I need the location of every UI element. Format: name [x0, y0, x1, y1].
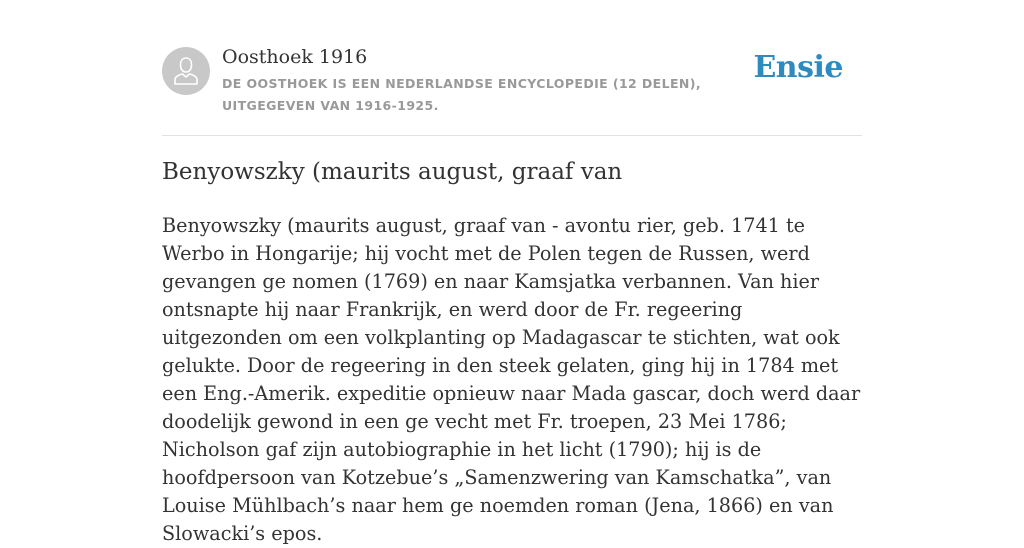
article-title: Benyowszky (maurits august, graaf van	[162, 159, 623, 185]
source-name[interactable]: Oosthoek 1916	[222, 46, 368, 68]
source-description: DE OOSTHOEK IS EEN NEDERLANDSE ENCYCLOPEDIE (12 DELEN), UITGEGEVEN VAN 1916-1925.	[222, 76, 702, 113]
source-header	[162, 44, 862, 136]
brand-logo-link[interactable]: Ensie	[753, 50, 843, 85]
article-body: Benyowszky (maurits august, graaf van - avontu rier, geb. 1741 te Werbo in Hongarije; hij vocht met de Polen tegen de Russen, werd gevangen ge nomen (1769) en naar Kamsjatka verbannen. Van hier ontsnapte hij naar Frankrijk, en werd door de Fr. regeering uitgezonden om een volkplanting op Madagascar te stichten, wat ook gelukte. Door de regeering in den steek gelaten, ging hij in 1784 met een Eng.-Amerik. expeditie opnieuw naar Mada gascar, doch werd daar doodelijk gewond in een ge vecht met Fr. troepen, 23 Mei 1786; Nicholson gaf zijn autobiographie in het licht (1790); hij is de hoofdpersoon van Kotzebue’s „Samenzwering van Kamschatka”, van Louise Mühlbach’s naar hem ge noemden roman (Jena, 1866) en van Slowacki’s epos.	[162, 214, 861, 545]
avatar[interactable]	[162, 47, 210, 95]
user-silhouette-icon	[172, 56, 200, 86]
